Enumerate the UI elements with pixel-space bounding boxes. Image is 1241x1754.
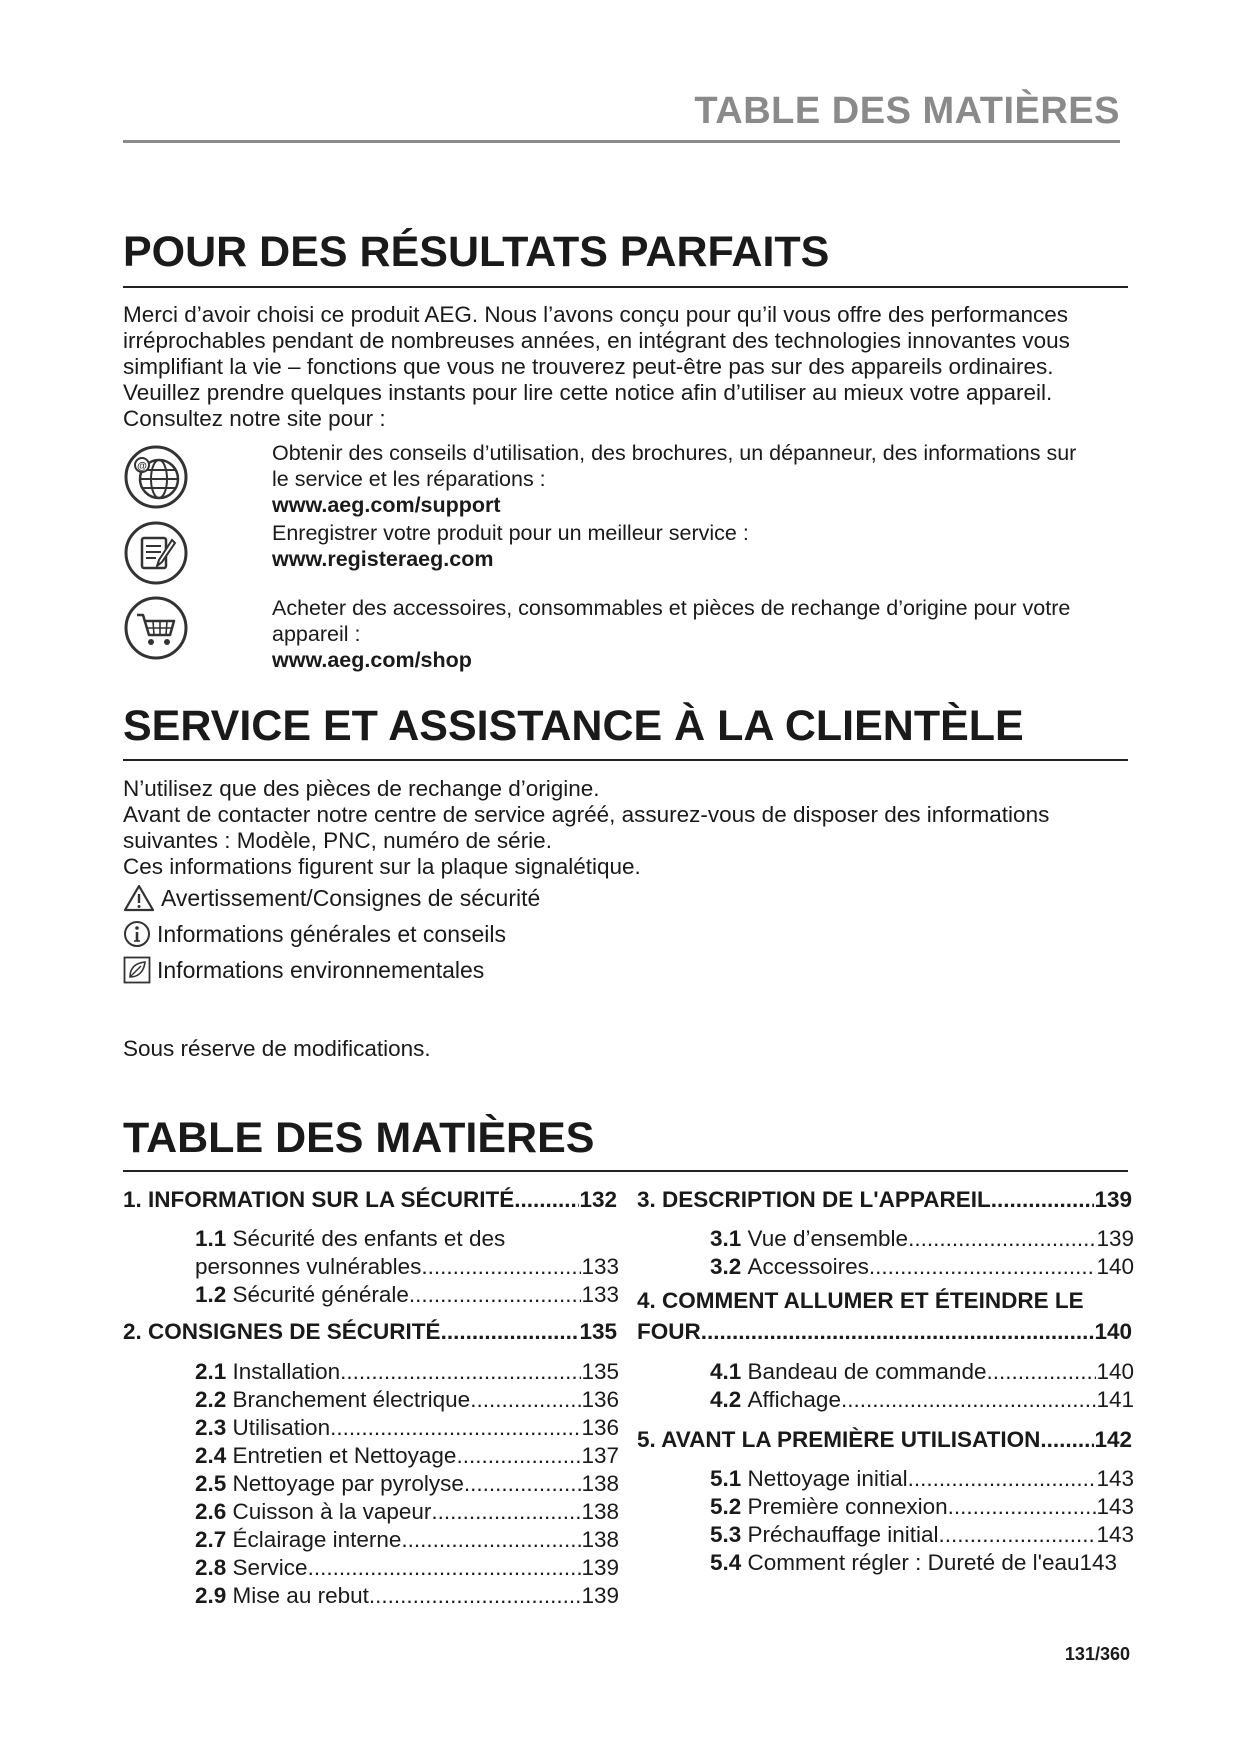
paragraph-line: Avant de contacter notre centre de service agréé, assurez-vous de disposer des informations [123, 802, 1050, 827]
toc-leader-dots [369, 1582, 582, 1610]
toc-chapter-label: 5. AVANT LA PREMIÈRE UTILISATION [637, 1427, 1041, 1452]
toc-item-2-6[interactable] [195, 1498, 619, 1526]
toc-item-label: Comment régler : Dureté de l'eau [747, 1550, 1080, 1575]
toc-leader-dots [948, 1493, 1097, 1521]
toc-page-number: 140 [1096, 1254, 1134, 1279]
toc-chapter-3[interactable] [637, 1184, 1132, 1215]
toc-page-number: 138 [581, 1527, 619, 1552]
toc-item-label: Préchauffage initial [747, 1522, 939, 1547]
section-divider [123, 759, 1128, 761]
toc-item-label: Cuisson à la vapeur [232, 1499, 432, 1524]
toc-item-number: 5.4 [710, 1550, 742, 1575]
toc-item-number: 5.1 [710, 1466, 742, 1491]
toc-item-label: Installation [232, 1359, 341, 1384]
toc-page-number: 132 [579, 1187, 617, 1212]
register-url-link[interactable]: www.registeraeg.com [272, 547, 494, 571]
toc-item-number: 2.2 [195, 1387, 227, 1412]
toc-item-label: Branchement électrique [232, 1387, 471, 1412]
shop-description-line: appareil : [272, 622, 361, 646]
section-divider [123, 286, 1128, 288]
toc-leader-dots [431, 1498, 581, 1526]
toc-page-number: 138 [581, 1499, 619, 1524]
toc-item-label: Sécurité des enfants et des [232, 1226, 506, 1251]
toc-item-label: personnes vulnérables [195, 1254, 422, 1279]
toc-page-number: 138 [581, 1471, 619, 1496]
shop-link-text [272, 595, 1132, 673]
header-divider [123, 140, 1120, 143]
toc-item-number: 2.5 [195, 1471, 227, 1496]
toc-leader-dots [464, 1470, 582, 1498]
toc-page-number: 140 [1096, 1359, 1134, 1384]
toc-item-label: Éclairage interne [232, 1527, 402, 1552]
section-divider [123, 1170, 1128, 1172]
section-title-toc: TABLE DES MATIÈRES [123, 1114, 595, 1162]
toc-item-number: 5.3 [710, 1522, 742, 1547]
toc-page-number: 139 [1096, 1226, 1134, 1251]
toc-item-label: Nettoyage par pyrolyse [232, 1471, 464, 1496]
toc-item-number: 4.1 [710, 1359, 742, 1384]
toc-page-number: 143 [1079, 1550, 1118, 1575]
support-url-link[interactable]: www.aeg.com/support [272, 493, 501, 517]
toc-chapter-5[interactable] [637, 1424, 1132, 1455]
toc-chapter-5-items [710, 1465, 1134, 1577]
toc-leader-dots [470, 1386, 581, 1414]
toc-item-label: Accessoires [747, 1254, 869, 1279]
toc-item-3-2[interactable] [710, 1253, 1134, 1281]
toc-item-number: 2.4 [195, 1443, 227, 1468]
toc-page-number: 143 [1096, 1466, 1134, 1491]
toc-leader-dots [409, 1281, 582, 1309]
legend-info [123, 920, 506, 948]
toc-item-number: 1.2 [195, 1282, 227, 1307]
toc-item-label: Affichage [747, 1387, 841, 1412]
toc-leader-dots [421, 1253, 581, 1281]
globe-icon [123, 444, 189, 510]
toc-item-label: Entretien et Nettoyage [232, 1443, 457, 1468]
toc-page-number: 133 [581, 1254, 619, 1279]
toc-item-number: 2.9 [195, 1583, 227, 1608]
toc-item-2-9[interactable] [195, 1582, 619, 1610]
toc-page-number: 141 [1096, 1387, 1134, 1412]
shop-description-line: Acheter des accessoires, consommables et pièces de rechange d’origine pour votre [272, 596, 1071, 620]
toc-item-label: Vue d’ensemble [747, 1226, 909, 1251]
toc-item-1-2[interactable] [195, 1281, 619, 1309]
toc-item-label: Première connexion [747, 1494, 948, 1519]
leaf-icon [123, 956, 151, 984]
toc-page-number: 140 [1094, 1319, 1132, 1344]
toc-page-number: 143 [1096, 1522, 1134, 1547]
toc-chapter-label: 1. INFORMATION SUR LA SÉCURITÉ [123, 1187, 515, 1212]
toc-item-5-3[interactable] [710, 1521, 1134, 1549]
toc-item-label: Service [232, 1555, 308, 1580]
toc-item-label: Nettoyage initial [747, 1466, 908, 1491]
toc-item-5-1[interactable] [710, 1465, 1134, 1493]
cart-icon [123, 595, 189, 661]
toc-chapter-label: FOUR [637, 1319, 701, 1344]
legend-label: Avertissement/Consignes de sécurité [161, 884, 541, 911]
toc-page-number: 139 [1094, 1187, 1132, 1212]
toc-leader-dots [701, 1316, 1095, 1347]
support-link-text [272, 440, 1132, 518]
legend-label: Informations environnementales [157, 956, 485, 983]
toc-leader-dots [514, 1184, 579, 1215]
toc-item-label: Sécurité générale [232, 1282, 409, 1307]
toc-item-5-4[interactable] [710, 1549, 1134, 1577]
support-description-line: Obtenir des conseils d’utilisation, des brochures, un dépanneur, des informations sur [272, 441, 1077, 465]
section-title-service: SERVICE ET ASSISTANCE À LA CLIENTÈLE [123, 702, 1024, 750]
toc-item-2-8[interactable] [195, 1554, 619, 1582]
toc-item-number: 5.2 [710, 1494, 742, 1519]
toc-chapter-4-line1[interactable]: 4. COMMENT ALLUMER ET ÉTEINDRE LE [637, 1288, 1084, 1313]
toc-item-number: 2.7 [195, 1527, 227, 1552]
toc-leader-dots [456, 1442, 581, 1470]
toc-leader-dots [869, 1253, 1097, 1281]
toc-chapter-2[interactable] [123, 1316, 617, 1347]
running-header-title: TABLE DES MATIÈRES [694, 90, 1120, 132]
toc-leader-dots [908, 1225, 1096, 1253]
toc-leader-dots [991, 1184, 1095, 1215]
toc-page-number: 139 [581, 1555, 619, 1580]
toc-leader-dots [340, 1358, 581, 1386]
toc-item-number: 3.2 [710, 1254, 742, 1279]
toc-page-number: 143 [1096, 1494, 1134, 1519]
toc-leader-dots [841, 1386, 1097, 1414]
toc-item-3-1[interactable] [710, 1225, 1134, 1253]
service-paragraph [123, 776, 1133, 880]
legend-label: Informations générales et conseils [157, 920, 507, 947]
toc-page-number: 137 [581, 1443, 619, 1468]
toc-item-label: Bandeau de commande [747, 1359, 987, 1384]
toc-page-number: 133 [581, 1282, 619, 1307]
toc-item-number: 1.1 [195, 1226, 227, 1251]
toc-leader-dots [986, 1358, 1096, 1386]
toc-leader-dots [308, 1554, 582, 1582]
toc-chapter-2-items [195, 1358, 619, 1610]
warning-icon [123, 884, 155, 912]
toc-leader-dots [441, 1316, 580, 1347]
toc-item-number: 2.1 [195, 1359, 227, 1384]
toc-leader-dots [1040, 1424, 1094, 1455]
paragraph-line: irréprochables pendant de nombreuses années, en intégrant des technologies innovantes vous [123, 328, 1070, 353]
paragraph-line: N’utilisez que des pièces de rechange d’origine. [123, 776, 600, 801]
toc-item-label: Mise au rebut [232, 1583, 369, 1608]
toc-page-number: 135 [581, 1359, 619, 1384]
legend-environment [123, 956, 484, 984]
toc-page-number: 139 [581, 1583, 619, 1608]
toc-item-4-2[interactable] [710, 1386, 1134, 1414]
shop-url-link[interactable]: www.aeg.com/shop [272, 648, 472, 672]
paragraph-line: simplifiant la vie – fonctions que vous ne trouverez peut-être pas sur des appareils ordinaires. [123, 354, 1054, 379]
svg-text:@: @ [137, 461, 147, 472]
paragraph-line: Ces informations figurent sur la plaque signalétique. [123, 854, 641, 879]
paragraph-line: Veuillez prendre quelques instants pour lire cette notice afin d’utiliser au mieux votre appareil. [123, 380, 1053, 405]
toc-page-number: 136 [581, 1387, 619, 1412]
intro-paragraph [123, 302, 1133, 432]
toc-item-2-2[interactable] [195, 1386, 619, 1414]
modification-note: Sous réserve de modifications. [123, 1036, 431, 1061]
page-number: 131/360 [1064, 1644, 1130, 1664]
toc-page-number: 135 [579, 1319, 617, 1344]
toc-leader-dots [908, 1465, 1097, 1493]
paragraph-line: suivantes : Modèle, PNC, numéro de série. [123, 828, 552, 853]
toc-leader-dots [330, 1414, 581, 1442]
toc-item-number: 3.1 [710, 1226, 742, 1251]
register-link-text [272, 520, 1132, 572]
toc-item-2-5[interactable] [195, 1470, 619, 1498]
toc-item-number: 2.3 [195, 1415, 227, 1440]
legend-warning [123, 884, 540, 912]
support-description-line: le service et les réparations : [272, 467, 546, 491]
toc-item-number: 4.2 [710, 1387, 742, 1412]
toc-item-number: 2.8 [195, 1555, 227, 1580]
toc-item-label: Utilisation [232, 1415, 331, 1440]
register-icon [123, 520, 189, 586]
toc-item-5-2[interactable] [710, 1493, 1134, 1521]
toc-chapter-1[interactable] [123, 1184, 617, 1215]
toc-item-2-4[interactable] [195, 1442, 619, 1470]
section-title-results: POUR DES RÉSULTATS PARFAITS [123, 228, 830, 276]
toc-page-number: 142 [1094, 1427, 1132, 1452]
register-description-line: Enregistrer votre produit pour un meilleur service : [272, 521, 749, 545]
toc-item-2-1[interactable] [195, 1358, 619, 1386]
toc-item-number: 2.6 [195, 1499, 227, 1524]
toc-leader-dots [401, 1526, 581, 1554]
info-icon [123, 920, 151, 948]
toc-item-4-1[interactable] [710, 1358, 1134, 1386]
toc-chapter-label: 3. DESCRIPTION DE L'APPAREIL [637, 1187, 991, 1212]
paragraph-line: Consultez notre site pour : [123, 406, 386, 431]
toc-item-1-1[interactable] [195, 1225, 619, 1281]
toc-chapter-4-line2[interactable] [637, 1316, 1132, 1347]
toc-chapter-label: 2. CONSIGNES DE SÉCURITÉ [123, 1319, 441, 1344]
toc-page-number: 136 [581, 1415, 619, 1440]
toc-item-2-3[interactable] [195, 1414, 619, 1442]
toc-leader-dots [939, 1521, 1097, 1549]
paragraph-line: Merci d’avoir choisi ce produit AEG. Nous l’avons conçu pour qu’il vous offre des performances [123, 302, 1069, 327]
toc-item-2-7[interactable] [195, 1526, 619, 1554]
